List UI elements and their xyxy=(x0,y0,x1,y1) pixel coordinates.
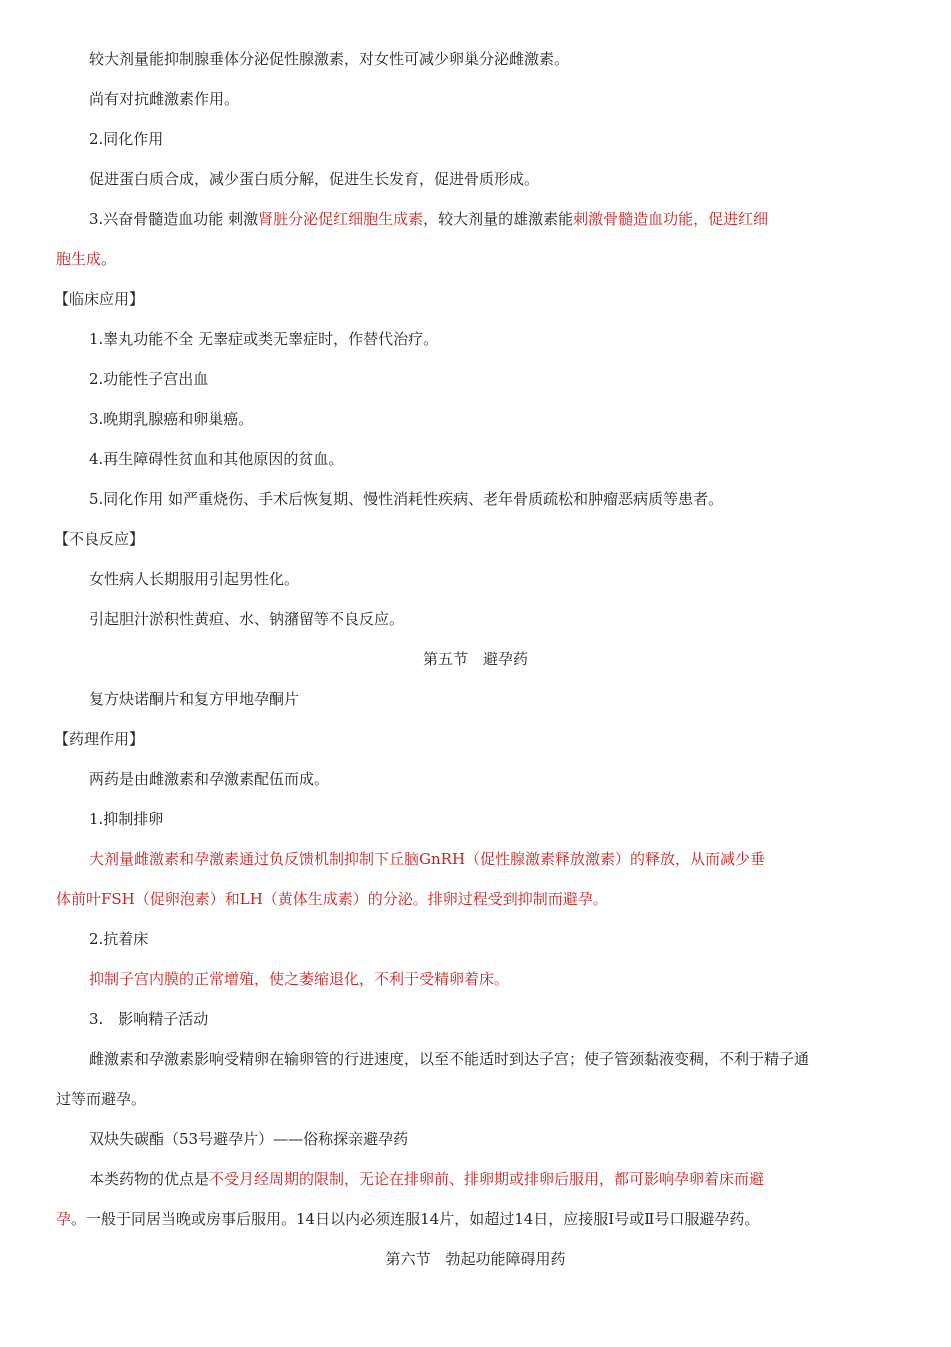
text-run: 。 xyxy=(101,250,117,268)
subheading: 1.抑制排卵 xyxy=(89,810,164,828)
text-run: 。一般于同居当晚或房事后服用。14日以内必须连服14片，如超过14日，应接服Ⅰ号或Ⅱ号口服避孕药。 xyxy=(71,1210,760,1228)
highlight-text: 不受月经周期的限制，无论在排卵前、排卵期或排卵后服用，都可影响孕卵着床而避 xyxy=(209,1170,765,1188)
section-label: 【临床应用】 xyxy=(54,290,145,308)
paragraph: 较大剂量能抑制腺垂体分泌促性腺激素，对女性可减少卵巢分泌雌激素。 xyxy=(89,50,570,68)
section-label: 【药理作用】 xyxy=(54,730,145,748)
paragraph xyxy=(56,1169,895,1189)
paragraph: 促进蛋白质合成，减少蛋白质分解，促进生长发育，促进骨质形成。 xyxy=(89,170,540,188)
text-run: 本类药物的优点是 xyxy=(89,1170,210,1188)
paragraph: 两药是由雌激素和孕激素配伍而成。 xyxy=(89,770,330,788)
list-item: 1.睾丸功能不全 无睾症或类无睾症时，作替代治疗。 xyxy=(89,330,439,348)
paragraph: 雌激素和孕激素影响受精卵在输卵管的行进速度，以至不能适时到达子宫；使子管颈黏液变稠，不利于精子通 xyxy=(89,1050,810,1068)
highlight-text: 肾脏分泌促红细胞生成素 xyxy=(258,210,424,228)
list-item: 3.晚期乳腺癌和卵巢癌。 xyxy=(89,410,254,428)
paragraph: 复方炔诺酮片和复方甲地孕酮片 xyxy=(89,690,300,708)
section-heading: 第五节 避孕药 xyxy=(422,650,528,668)
highlight-text: 刺激骨髓造血功能，促进红细 xyxy=(573,210,769,228)
subheading: 2.抗着床 xyxy=(89,930,149,948)
section-label: 【不良反应】 xyxy=(54,530,145,548)
paragraph xyxy=(56,209,895,229)
text-run: 3.兴奋骨髓造血功能 刺激 xyxy=(89,210,259,228)
paragraph: 女性病人长期服用引起男性化。 xyxy=(89,570,300,588)
highlight-paragraph-continuation: 体前叶FSH（促卵泡素）和LH（黄体生成素）的分泌。排卵过程受到抑制而避孕。 xyxy=(56,890,608,908)
list-item: 4.再生障碍性贫血和其他原因的贫血。 xyxy=(89,450,344,468)
list-item: 5.同化作用 如严重烧伤、手术后恢复期、慢性消耗性疾病、老年骨质疏松和肿瘤恶病质等患者。 xyxy=(89,490,724,508)
highlight-text: 孕 xyxy=(56,1210,72,1228)
highlight-paragraph: 大剂量雌激素和孕激素通过负反馈机制抑制下丘脑GnRH（促性腺激素释放激素）的释放，从而减少垂 xyxy=(89,850,766,868)
paragraph-continuation xyxy=(56,1209,895,1229)
subheading: 2.同化作用 xyxy=(89,130,164,148)
list-item: 2.功能性子宫出血 xyxy=(89,370,209,388)
paragraph: 尚有对抗雌激素作用。 xyxy=(89,90,240,108)
paragraph-continuation xyxy=(56,249,895,269)
text-run: ，较大剂量的雄激素能 xyxy=(423,210,574,228)
subheading: 3. 影响精子活动 xyxy=(89,1010,209,1028)
paragraph-continuation: 过等而避孕。 xyxy=(56,1090,147,1108)
section-heading: 第六节 勃起功能障碍用药 xyxy=(385,1250,566,1268)
highlight-paragraph: 抑制子宫内膜的正常增殖，使之萎缩退化，不利于受精卵着床。 xyxy=(89,970,510,988)
paragraph: 双炔失碳酯（53号避孕片）——俗称探亲避孕药 xyxy=(89,1130,409,1148)
paragraph: 引起胆汁淤积性黄疸、水、钠潴留等不良反应。 xyxy=(89,610,405,628)
highlight-text: 胞生成 xyxy=(56,250,102,268)
